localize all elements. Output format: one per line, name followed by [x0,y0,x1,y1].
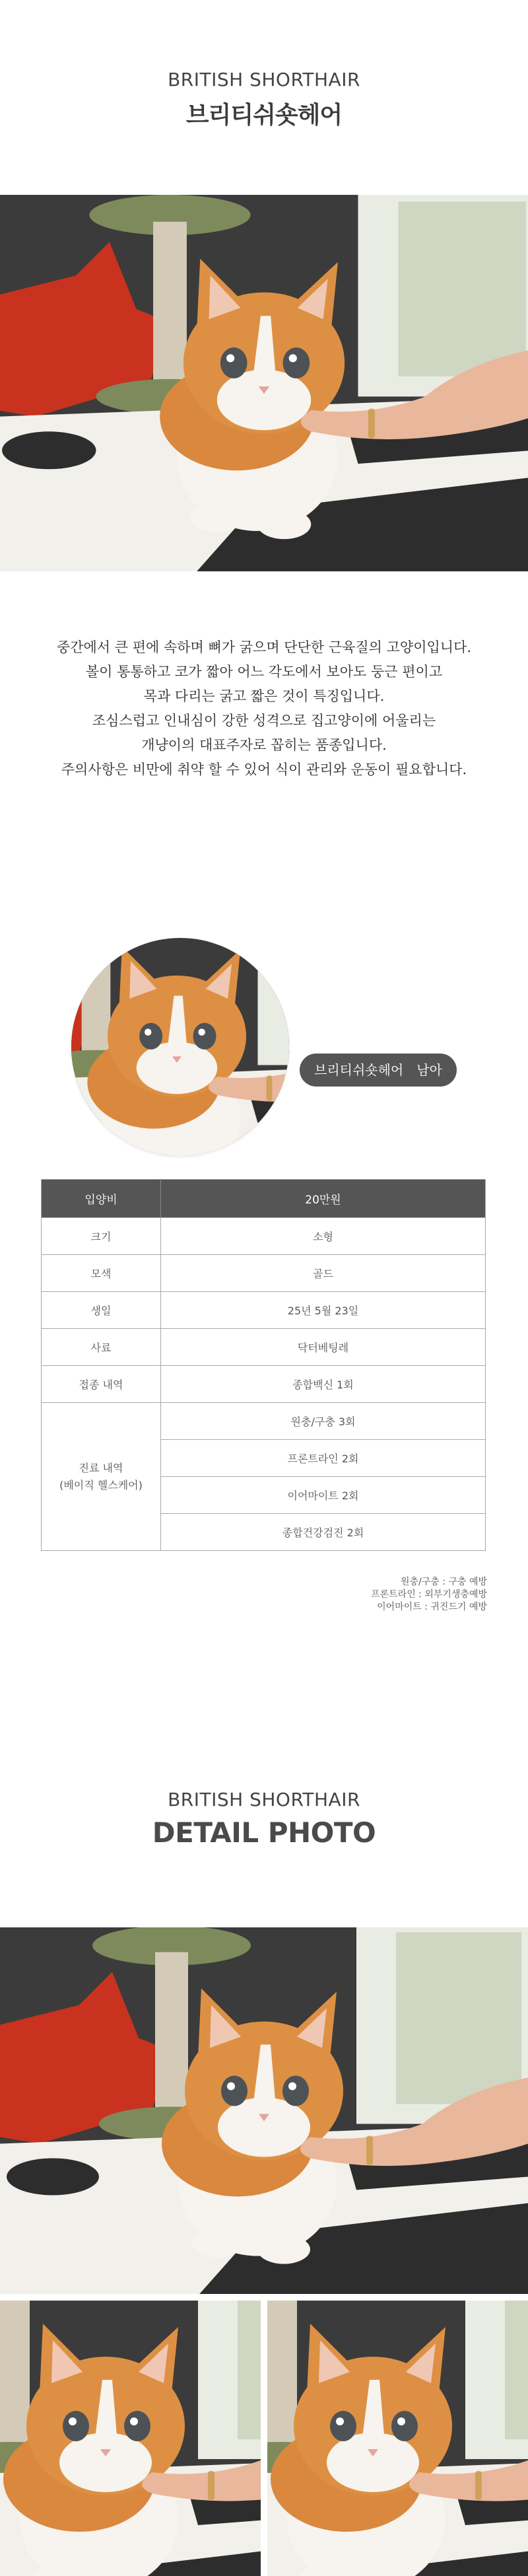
size-value: 소형 [161,1218,486,1255]
food-value: 닥터베팅레 [161,1329,486,1366]
table-row [42,1329,486,1366]
note-line: 원충/구충 : 구충 예방 [401,1577,487,1587]
vaccination-value: 종합백신 1회 [161,1366,486,1403]
kitten-portrait-icon [71,938,289,1156]
care-history-title: 진료 내역 [79,1461,123,1474]
table-row [42,1366,486,1403]
adoption-fee-value: 20만원 [161,1180,486,1218]
description-line: 중간에서 큰 편에 속하며 뼈가 굵으며 단단한 근육질의 고양이입니다. [56,639,472,655]
coat-color-label: 모색 [42,1255,161,1292]
care-item: 이어마이트 2회 [161,1477,486,1514]
birthday-value: 25년 5월 23일 [161,1292,486,1329]
table-row [42,1218,486,1255]
care-item: 종합건강검진 2회 [161,1514,486,1551]
table-header-row [42,1180,486,1218]
description-line: 목과 다리는 굵고 짧은 것이 특징입니다. [143,688,385,704]
breed-sex-badge [300,1054,457,1087]
kitten-photo-main [0,195,528,571]
adoption-fee-label: 입양비 [42,1180,161,1218]
description-line: 주의사항은 비만에 취약 할 수 있어 식이 관리와 운동이 필요합니다. [61,762,467,777]
page-title: 브리티쉬숏헤어 [185,102,343,129]
food-label: 사료 [42,1329,161,1366]
detail-photo-right [267,2301,528,2576]
kitten-photo-icon [0,2301,261,2576]
kitten-photo-icon [267,2301,528,2576]
detail-title: DETAIL PHOTO [152,1816,376,1849]
detail-eyebrow: BRITISH SHORTHAIR [168,1789,360,1810]
detail-photo-large [0,1927,528,2294]
care-history-subtitle: (베이직 헬스케어) [59,1478,143,1491]
table-row [42,1292,486,1329]
detail-photo-left [0,2301,261,2576]
badge-breed: 브리티쉬숏헤어 [314,1062,404,1078]
birthday-label: 생일 [42,1292,161,1329]
breed-eyebrow: BRITISH SHORTHAIR [168,69,360,90]
badge-sex: 남아 [416,1062,442,1078]
kitten-photo-icon [0,195,528,571]
table-row [42,1255,486,1292]
kitten-portrait-circle [71,938,289,1156]
note-line: 프론트라인 : 외부기생충예방 [371,1589,487,1600]
size-label: 크기 [42,1218,161,1255]
description-line: 조심스럽고 인내심이 강한 성격으로 집고양이에 어울리는 [92,713,436,729]
coat-color-value: 골드 [161,1255,486,1292]
adoption-info-table [41,1179,486,1551]
note-line: 이어마이트 : 귀진드기 예방 [377,1602,487,1612]
care-item: 프론트라인 2회 [161,1440,486,1477]
table-row [42,1403,486,1440]
vaccination-label: 접종 내역 [42,1366,161,1403]
description-line: 볼이 통통하고 코가 짧아 어느 각도에서 보아도 둥근 편이고 [85,664,443,680]
kitten-photo-icon [0,1927,528,2294]
description-line: 개냥이의 대표주자로 꼽히는 품종입니다. [141,737,387,753]
care-notes [371,1576,487,1614]
care-item: 원충/구충 3회 [161,1403,486,1440]
breed-description [0,635,528,782]
care-history-label [42,1403,161,1551]
